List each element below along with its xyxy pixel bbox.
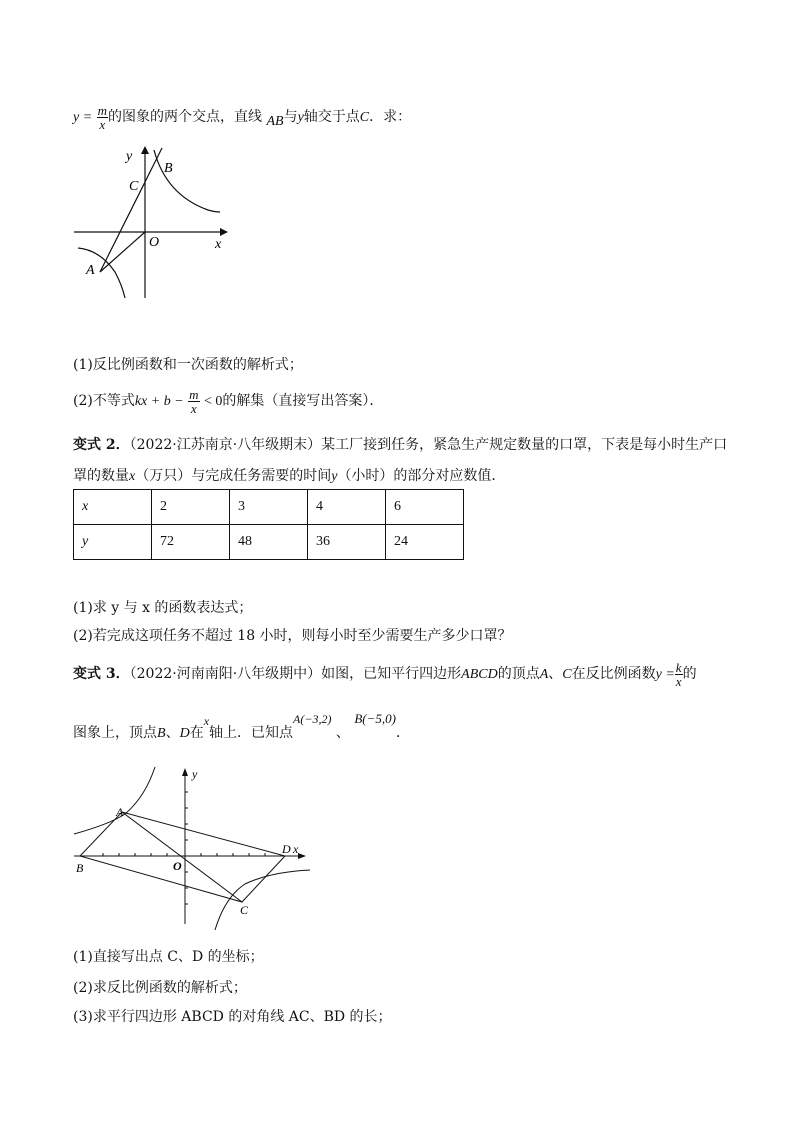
graph2-label-a: A	[116, 805, 124, 819]
graph2-label-c: C	[240, 903, 249, 917]
variant2-line1: 变式 2．（2022·江苏南京·八年级期末）某工厂接到任务，紧急生产规定数量的口罩，下表是每小时生产口	[73, 437, 728, 453]
graph1-label-c: C	[129, 179, 139, 194]
graph1-label-o: O	[149, 235, 160, 250]
variant3-title: 变式 3．	[73, 666, 130, 682]
variant2-q1: (1)求 y 与 x 的函数表达式；	[73, 600, 253, 616]
graph2-label-y: y	[192, 767, 198, 781]
intro-line: y = $\frac{m}{x}$ 的图象的两个交点，直线 AB与y轴交于点C．求：	[73, 102, 412, 132]
fraction-m-over-x: $\frac{m}{x}$	[97, 102, 108, 132]
variant3-q1: (1)直接写出点 C、D 的坐标；	[73, 949, 264, 965]
fraction-k-over-x: $\frac{k}{x}$	[675, 659, 682, 689]
variant3-q3: (3)求平行四边形 ABCD 的对角线 AC、BD 的长；	[73, 1009, 392, 1025]
graph1-label-y: y	[126, 149, 133, 164]
variant2-title: 变式 2．	[73, 437, 130, 453]
graph1-label-x: x	[215, 237, 222, 252]
line-ab: AB	[266, 114, 284, 129]
graph2-label-x: x	[293, 842, 299, 856]
table-row: y 72 48 36 24	[74, 525, 464, 560]
q1-part2: (2)不等式kx + b − $\frac{m}{x}$ < 0的解集（直接写出答案）．	[73, 386, 384, 416]
graph2-label-d: D	[282, 842, 291, 856]
graph-2	[70, 762, 320, 932]
graph-1	[70, 140, 240, 305]
data-table	[73, 489, 464, 560]
variant2-line2: 罩的数量x（万只）与完成任务需要的时间y（小时）的部分对应数值．	[73, 468, 506, 484]
q1-part1: (1)反比例函数和一次函数的解析式；	[73, 357, 303, 373]
graph1-label-a: A	[86, 263, 95, 278]
graph1-label-b: B	[164, 161, 173, 176]
variant3-q2: (2)求反比例函数的解析式；	[73, 980, 247, 996]
table-row: x 2 3 4 6	[74, 490, 464, 525]
graph2-label-b: B	[76, 861, 84, 875]
variant2-q2: (2)若完成这项任务不超过 18 小时，则每小时至少需要生产多少口罩？	[73, 628, 512, 644]
variant3-line1: 变式 3．（2022·河南南阳·八年级期中）如图，已知平行四边形ABCD的顶点A、C在反比例函数y = $\frac{k}{x}$ 的	[73, 659, 697, 689]
formula-y: y =	[73, 110, 93, 125]
variant3-line2: 图象上，顶点B、D在x轴上．已知点A(−3,2) 、 B(−5,0)．	[73, 711, 410, 741]
fraction-m-over-x-2: $\frac{m}{x}$	[189, 386, 199, 416]
graph2-label-o: O	[173, 859, 182, 873]
